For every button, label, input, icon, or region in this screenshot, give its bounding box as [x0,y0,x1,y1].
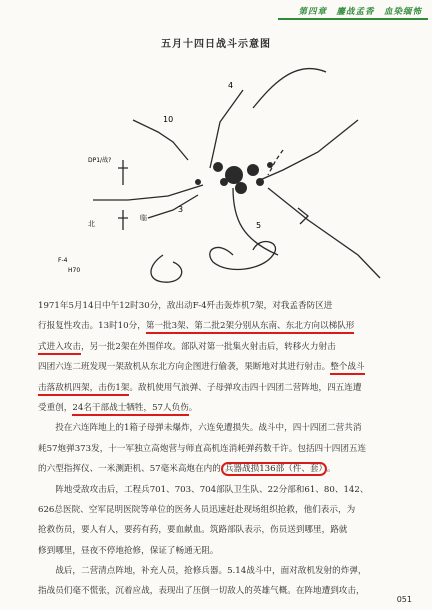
position-mark-w [195,179,201,185]
label-f4: F-4 [58,257,68,264]
page-number: 051 [396,595,412,604]
position-cluster-east [247,164,259,176]
position-mark-ne [267,162,273,168]
text-segment: ，另一批2架在外围佯攻。部队对第一批集火射击后，转移火力射击 [80,341,336,352]
text-line [38,296,412,316]
text-segment: 。 [326,464,336,475]
text-line [38,541,412,561]
text-segment: 投在六连阵地上的1箱子母弹未爆炸，六连免遭损失。战斗中，四十四团二营共消 [38,423,362,434]
text-segment: 战后，二营清点阵地，补充人员，抢修兵器。5.14战斗中，面对敌机发射的炸弹， [38,566,367,577]
small-loop [151,255,182,282]
text-line [38,378,412,398]
chapter-header: 第四章 鏖战孟香 血染缅怖 [298,7,422,17]
text-line [38,398,412,418]
highlighted-text: 整个战斗 [330,362,364,375]
label-lin: 临 [140,214,147,222]
position-cluster-west [213,162,223,172]
battle-map [28,50,418,290]
text-line [38,418,412,438]
highlighted-text: 第一批3架、第二批2架分别从东南、东北方向以梯队形 [146,321,355,334]
text-segment: 耗57炮弹373发，十一军独立高炮营与师直高机连消耗弹药数千许。包括四十四团五连 [38,443,367,454]
flight-path-1 [133,120,188,160]
gun-symbol-2 [118,210,128,230]
text-line [38,500,412,520]
label-three: 3 [178,205,184,214]
body-text [38,296,412,602]
text-segment: 受重创， [38,402,73,413]
highlighted-text: 击落敌机四架，击伤1架 [38,383,129,396]
label-five: 5 [256,221,262,230]
text-segment: 626总医院、空军昆明医院等单位的医务人员迅速赶赴现场组织抢救，他们表示，为 [38,504,356,515]
flight-path-3 [260,120,358,180]
highlighted-text: 24名干部战士牺牲，57人负伤 [72,403,188,416]
text-line [38,561,412,581]
label-dpl: DP1/战? [88,157,112,164]
gun-symbol [118,160,128,185]
label-ten: 10 [163,115,174,124]
text-segment: 。 [188,402,198,413]
text-line [38,337,412,357]
label-bei: 北 [88,220,95,228]
text-line [38,520,412,540]
text-segment: 指战员们毫不慌张，沉着应战，表现出了压倒一切敌人的英雄气概。在阵地遭到攻击， [38,586,365,597]
text-segment: 抢救伤员，要人有人，要药有药，要血献血。筑路部队表示，伤员送到哪里，路就 [38,525,348,536]
text-line [38,439,412,459]
text-segment: 。敌机使用气浪弹、子母弹攻击四十四团二营阵地，四五连遭 [129,382,362,393]
figure-title: 五月十四日战斗示意图 [161,39,271,50]
position-cluster-se [256,178,264,186]
text-segment: 四团六连二班发现一架敌机从东北方向企图进行偷袭，果断地对其进行射击。 [38,362,331,373]
flight-path-2 [210,90,243,168]
exit-path-southwest [148,195,198,218]
text-segment: 的六型指挥仪、一米测距机、57毫米高炮在内的 [38,464,221,475]
highlighted-text: 式进入攻击 [38,342,81,355]
text-segment: 1971年5月14日中午12时30分，敌出动F-4歼击轰炸机7架，对我孟香防区进 [38,301,333,311]
text-line [38,581,412,601]
position-cluster-sw [220,178,228,186]
exit-path-southeast [268,188,380,278]
text-line [38,357,412,377]
position-cluster-south [235,182,247,194]
text-line [38,316,412,336]
text-line [38,459,412,479]
text-segment: 行报复性攻击。13时10分， [38,321,146,332]
text-line [38,480,412,500]
orbit-loop [210,242,276,270]
text-segment: 修到哪里，昼夜不停地抢修，保证了畅通无阻。 [38,545,219,556]
label-four: 4 [228,81,234,90]
label-h70: H70 [68,267,81,274]
text-segment: 阵地受敌攻击后，工程兵701、703、704部队卫生队、22分部和61、80、142、 [38,484,369,495]
highlighted-text: 兵器战损136部（件、套） [221,462,327,476]
curve-path-top [253,69,326,108]
header-rule [278,18,428,20]
exit-path-west [93,185,203,200]
